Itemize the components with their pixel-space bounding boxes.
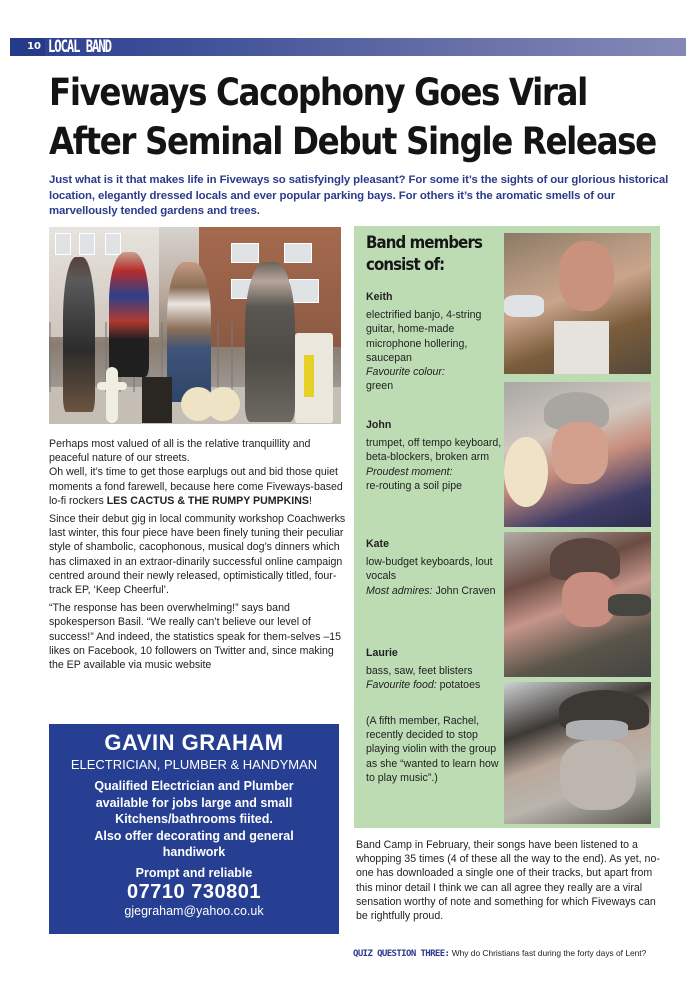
photo-person-kate [63, 257, 95, 412]
advert-prompt: Prompt and reliable [135, 865, 253, 880]
advert-phone: 07710 730801 [127, 880, 261, 903]
photo-person-john [109, 252, 149, 377]
quiz-question [353, 948, 646, 959]
member-fact-value: green [366, 380, 394, 393]
band-photo [49, 227, 341, 424]
member-fact-label: Proudest moment: [366, 465, 453, 478]
photo-beard [560, 740, 636, 810]
advert-gavin-graham [49, 724, 339, 934]
quiz-text: Why do Christians fast during the forty days of Lent? [451, 948, 647, 958]
member-fact-value: potatoes [439, 679, 481, 692]
photo-face [559, 241, 614, 311]
photo-face [552, 422, 608, 484]
advert-trades: ELECTRICIAN, PLUMBER & HANDYMAN [70, 757, 318, 772]
member-fact-value: re-routing a soil pipe [366, 479, 462, 492]
band-name: LES CACTUS & THE RUMPY PUMPKINS [106, 494, 309, 507]
member-name: Kate [366, 538, 389, 550]
quiz-label: QUIZ QUESTION THREE: [353, 949, 450, 959]
photo-pumpkin [504, 437, 548, 507]
photo-person-keith [167, 262, 211, 402]
member-john [366, 418, 506, 493]
advert-email: gjegraham@yahoo.co.uk [124, 903, 264, 918]
photo-keith [504, 233, 651, 374]
photo-amplifier [142, 377, 172, 423]
photo-megaphone [504, 295, 544, 317]
photo-window [79, 233, 95, 255]
article-body-left [49, 437, 349, 676]
member-footnote: (A fifth member, Rachel, recently decided to stop playing violin with the group as she “wanted to learn how to play music”.) [366, 715, 499, 784]
member-fact-label: Favourite food: [366, 679, 437, 692]
member-fact-value: John Craven [435, 584, 496, 597]
photo-person-laurie [245, 262, 295, 422]
member-fact-label: Most admires: [366, 584, 433, 597]
member-name: John [366, 419, 392, 431]
member-kate [366, 537, 506, 598]
member-keith [366, 290, 506, 393]
photo-window [55, 233, 71, 255]
advert-name: GAVIN GRAHAM [104, 730, 284, 755]
photo-window [289, 279, 319, 303]
photo-pumpkin-prop [206, 387, 240, 421]
advert-description: Qualified Electrician and Plumber available for jobs large and small Kitchens/bathrooms fiited. Also offer decorating and general handiwork [94, 779, 294, 859]
paragraph-1: Perhaps most valued of all is the relative tranquillity and peaceful nature of our streets. Oh well, it’s time to get those earplugs out and bid those quiet moments a fond farewell, because here come Fiveways-based lo-fi rockers LES CACTUS & THE RUMPY PUMPKINS! [49, 438, 343, 507]
member-instruments: low-budget keyboards, lout vocals [366, 556, 493, 583]
member-name: Keith [366, 291, 393, 303]
photo-window [105, 233, 121, 255]
section-header-bar [10, 38, 686, 56]
article-standfirst: Just what is it that makes life in Fiveways so satisfyingly pleasant? For some it’s the sights of our glorious historical location, elegantly dressed locals and ever popular parking bays. For others it’s the aromatic smells of our marvellously tended gardens and trees. [49, 174, 669, 217]
photo-sunglasses [566, 720, 628, 740]
photo-kate [504, 532, 651, 677]
member-instruments: trumpet, off tempo keyboard, beta-blockers, broken arm [366, 437, 502, 464]
photo-bollard [295, 333, 333, 423]
member-laurie [366, 646, 506, 693]
photo-cactus-arm [97, 382, 127, 390]
photo-bollard-reflector [304, 355, 314, 397]
photo-microphone [608, 594, 651, 616]
photo-laurie [504, 682, 651, 824]
band-members-sidebar [354, 226, 660, 828]
member-name: Laurie [366, 647, 398, 659]
paragraph-3: Since their debut gig in local community workshop Coachwerks last winter, this four piece have been finely tuning their peculiar style of shambolic, cacophonous, musical dog’s dinners which has climaxed in an extraor-dinarily successful online campaign centred around their newly released, optimistically titled, four-track EP, ‘Keep Cheerful’. [49, 513, 346, 597]
article-body-right: Band Camp in February, their songs have been listened to a whopping 35 times (4 of these all the way to the end). As yet, no-one has downloaded a single one of their tracks, but apart from this minor detail I think we can all agree they really are a viral sensation worthy of note and something for which Fiveways can be rightfully proud. [356, 839, 660, 923]
page-number: 10 [10, 38, 45, 56]
photo-shirt [554, 321, 609, 374]
photo-window [231, 243, 259, 263]
article-headline: Fiveways Cacophony Goes Viral After Seminal Debut Single Release [49, 71, 656, 163]
section-label: LOCAL BAND [48, 37, 111, 57]
photo-cactus-prop [106, 367, 118, 423]
member-fact-label: Favourite colour: [366, 366, 445, 379]
paragraph-4: “The response has been overwhelming!” says band spokesperson Basil. “We really can’t believe our level of success!” And indeed, the statistics speak for them-selves –15 likes on Facebook, 10 followers on Twitter and, since making the EP available via music website [49, 602, 342, 672]
band-members-title: Band members consist of: [366, 233, 482, 275]
member-instruments: electrified banjo, 4-string guitar, home-made microphone hollering, saucepan [366, 309, 482, 364]
photo-john [504, 382, 651, 527]
member-instruments: bass, saw, feet blisters [366, 665, 473, 678]
photo-window [284, 243, 312, 263]
